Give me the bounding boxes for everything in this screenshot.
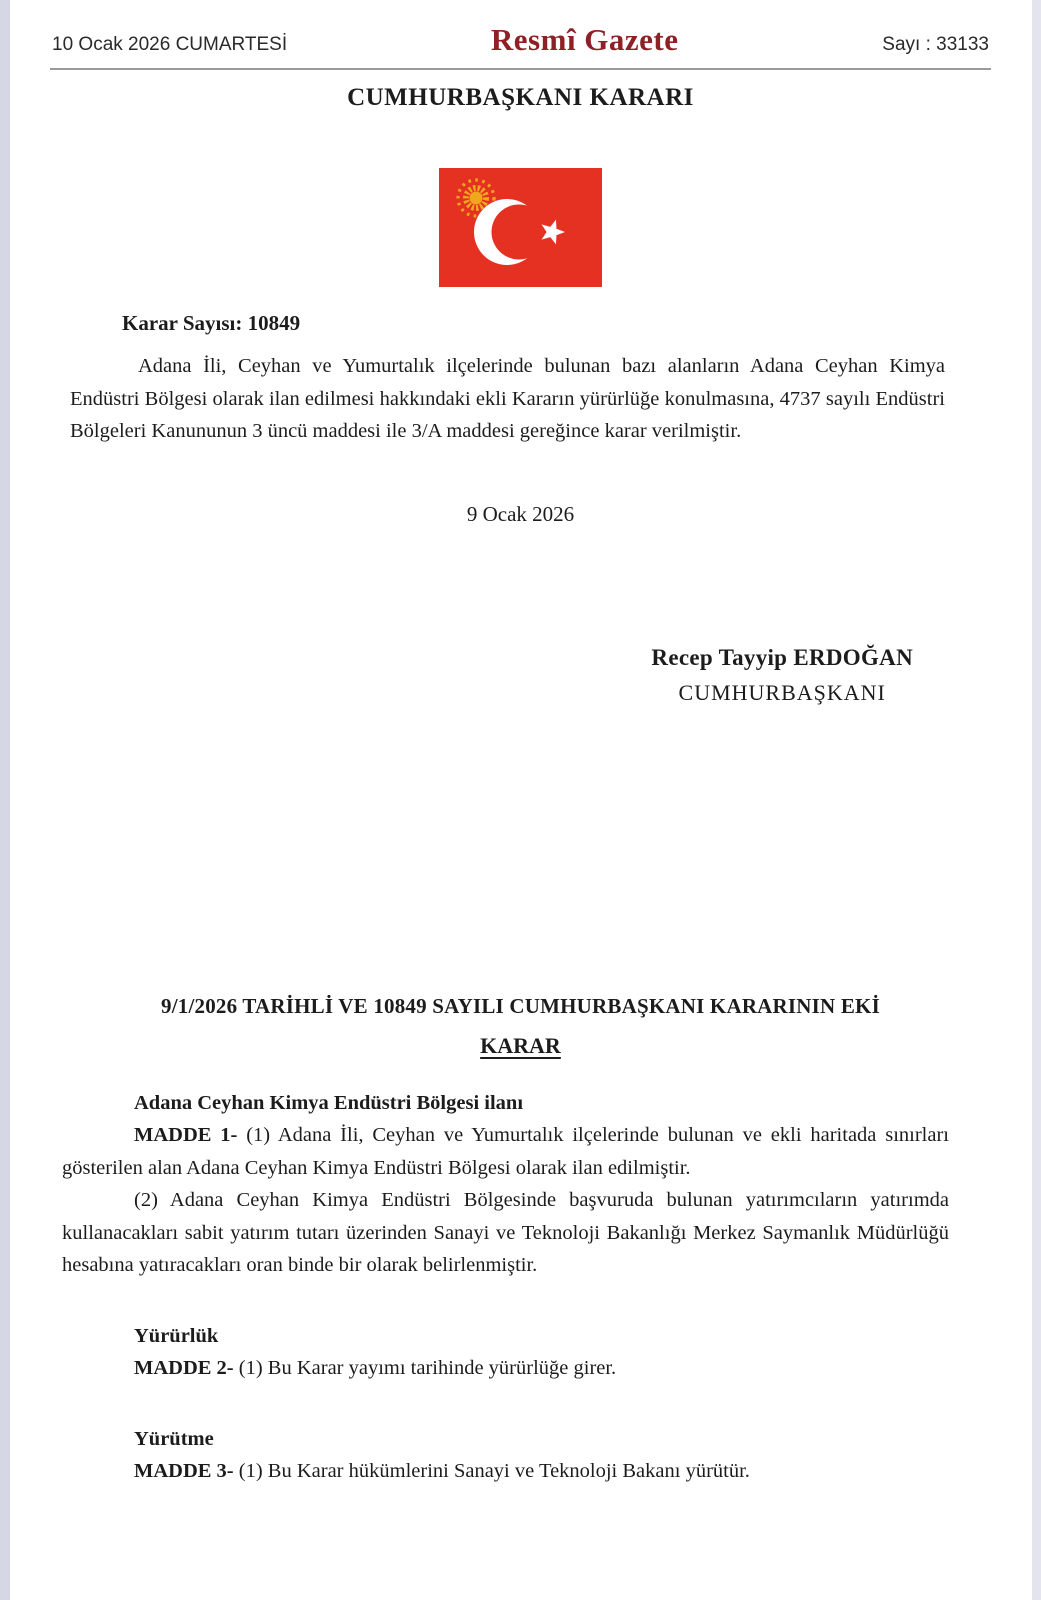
decree-title: CUMHURBAŞKANI KARARI: [347, 84, 694, 111]
article-3-label: MADDE 3-: [134, 1460, 234, 1482]
article-3-text: (1) Bu Karar hükümlerini Sanayi ve Teknoloji Bakanı yürütür.: [233, 1460, 750, 1482]
signatory-name: Recep Tayyip ERDOĞAN: [651, 644, 913, 670]
signatory-title: CUMHURBAŞKANI: [678, 679, 886, 705]
annex-subheading-text: KARAR: [480, 1032, 561, 1058]
flag-container: [0, 168, 1041, 287]
decree-date: 9 Ocak 2026: [466, 501, 575, 526]
page-edge-left: [0, 0, 10, 1600]
masthead-divider: [50, 68, 991, 70]
article-1-label: MADDE 1-: [134, 1124, 238, 1146]
annex-subheading: [0, 1033, 1041, 1059]
signature-block: [0, 645, 1041, 706]
turkish-presidential-flag-icon: [439, 168, 602, 287]
page-edge-right: [1032, 0, 1041, 1600]
article-2-label: MADDE 2-: [134, 1357, 234, 1379]
masthead: [0, 0, 1041, 58]
article-1-text: (1) Adana İli, Ceyhan ve Yumurtalık ilçelerinde bulunan ve ekli haritada sınırları gösterilen alan Adana Ceyhan Kimya Endüstri Bölgesi olarak ilan edilmiştir.: [62, 1124, 949, 1179]
annex-body: [62, 1087, 949, 1488]
enforcement-heading: Yürürlük: [134, 1324, 219, 1347]
decree-body-paragraph: Adana İli, Ceyhan ve Yumurtalık ilçelerinde bulunan bazı alanların Adana Ceyhan Kimya Endüstri Bölgesi olarak ilan edilmesi hakkındaki ekli Kararın yürürlüğe konulmasına, 4737 sayılı Endüstri Bölgeleri Kanununun 3 üncü maddesi ile 3/A maddesi gereğince karar verilmiştir.: [70, 355, 945, 442]
article-1-paragraph: [62, 1119, 949, 1184]
gazette-date: 10 Ocak 2026 CUMARTESİ: [52, 34, 288, 55]
gazette-title: Resmî Gazete: [490, 22, 679, 57]
article-1-paragraph-2: (2) Adana Ceyhan Kimya Endüstri Bölgesinde başvuruda bulunan yatırımcıların yatırımda kullanacakları sabit yatırım tutarı üzerinden Sanayi ve Teknoloji Bakanlığı Merkez Saymanlık Müdürlüğü hesabına yatıracakları oran binde bir olarak belirlenmiştir.: [62, 1189, 949, 1276]
article-2-text: (1) Bu Karar yayımı tarihinde yürürlüğe girer.: [233, 1357, 617, 1379]
annex-section-title: Adana Ceyhan Kimya Endüstri Bölgesi ilanı: [134, 1091, 524, 1114]
article-2-paragraph: [62, 1352, 949, 1385]
gazette-issue-number: Sayı : 33133: [882, 34, 989, 55]
execution-heading: Yürütme: [134, 1427, 214, 1450]
decree-number: Karar Sayısı: 10849: [122, 311, 301, 335]
annex-heading: 9/1/2026 TARİHLİ VE 10849 SAYILI CUMHURBAŞKANI KARARININ EKİ: [161, 993, 880, 1018]
article-3-paragraph: [62, 1455, 949, 1488]
